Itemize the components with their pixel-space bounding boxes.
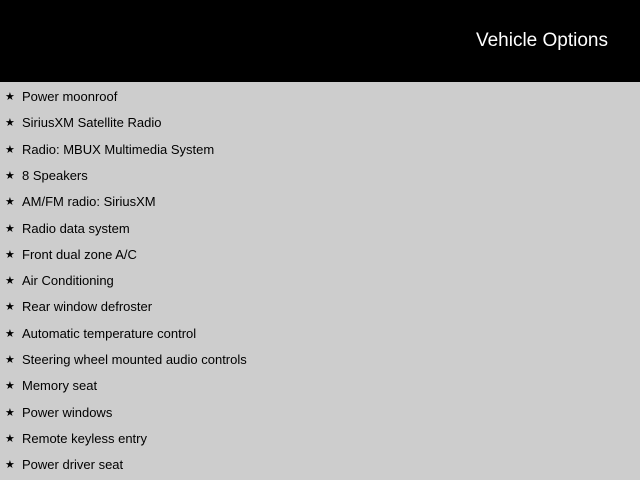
list-item-label: Power driver seat xyxy=(22,457,124,473)
star-bullet-icon: ★ xyxy=(5,196,15,209)
list-item-label: Radio data system xyxy=(22,220,130,236)
list-item xyxy=(0,378,640,398)
star-bullet-icon: ★ xyxy=(5,117,15,130)
page-title: Vehicle Options xyxy=(475,30,608,51)
list-item xyxy=(0,142,640,162)
list-item xyxy=(0,115,640,135)
list-item xyxy=(0,299,640,319)
list-item-label: Radio: MBUX Multimedia System xyxy=(22,141,215,157)
star-bullet-icon: ★ xyxy=(5,91,15,103)
list-item-label: Air Conditioning xyxy=(22,273,114,289)
list-item-label: Remote keyless entry xyxy=(22,430,147,446)
list-item xyxy=(0,431,640,451)
list-item-label: Memory seat xyxy=(22,378,98,394)
list-item-label: AM/FM radio: SiriusXM xyxy=(22,194,156,210)
list-item-label: Power moonroof xyxy=(22,89,118,104)
list-item xyxy=(0,457,640,477)
star-bullet-icon: ★ xyxy=(5,143,15,156)
star-bullet-icon: ★ xyxy=(5,380,15,393)
list-item xyxy=(0,273,640,293)
header-bar xyxy=(0,0,640,82)
vehicle-options-list xyxy=(0,82,640,480)
list-item-label: Automatic temperature control xyxy=(22,325,197,341)
list-item-label: Front dual zone A/C xyxy=(22,246,137,262)
list-item xyxy=(0,221,640,241)
star-bullet-icon: ★ xyxy=(5,406,15,419)
star-bullet-icon: ★ xyxy=(5,275,15,288)
list-item-label: Power windows xyxy=(22,404,113,420)
star-bullet-icon: ★ xyxy=(5,354,15,366)
star-bullet-icon: ★ xyxy=(5,301,15,314)
list-item-label: Steering wheel mounted audio controls xyxy=(22,352,247,367)
list-item xyxy=(0,405,640,425)
list-item-label: Rear window defroster xyxy=(22,299,153,315)
list-item xyxy=(0,326,640,346)
star-bullet-icon: ★ xyxy=(5,222,15,235)
list-item xyxy=(0,352,640,372)
star-bullet-icon: ★ xyxy=(5,248,15,261)
list-item xyxy=(0,194,640,214)
list-item-label: SiriusXM Satellite Radio xyxy=(22,115,162,131)
list-item xyxy=(0,89,640,109)
list-item xyxy=(0,247,640,267)
star-bullet-icon: ★ xyxy=(5,459,15,472)
list-item xyxy=(0,168,640,188)
list-item-label: 8 Speakers xyxy=(22,167,88,183)
star-bullet-icon: ★ xyxy=(5,432,15,445)
star-bullet-icon: ★ xyxy=(5,169,15,182)
star-bullet-icon: ★ xyxy=(5,327,15,340)
